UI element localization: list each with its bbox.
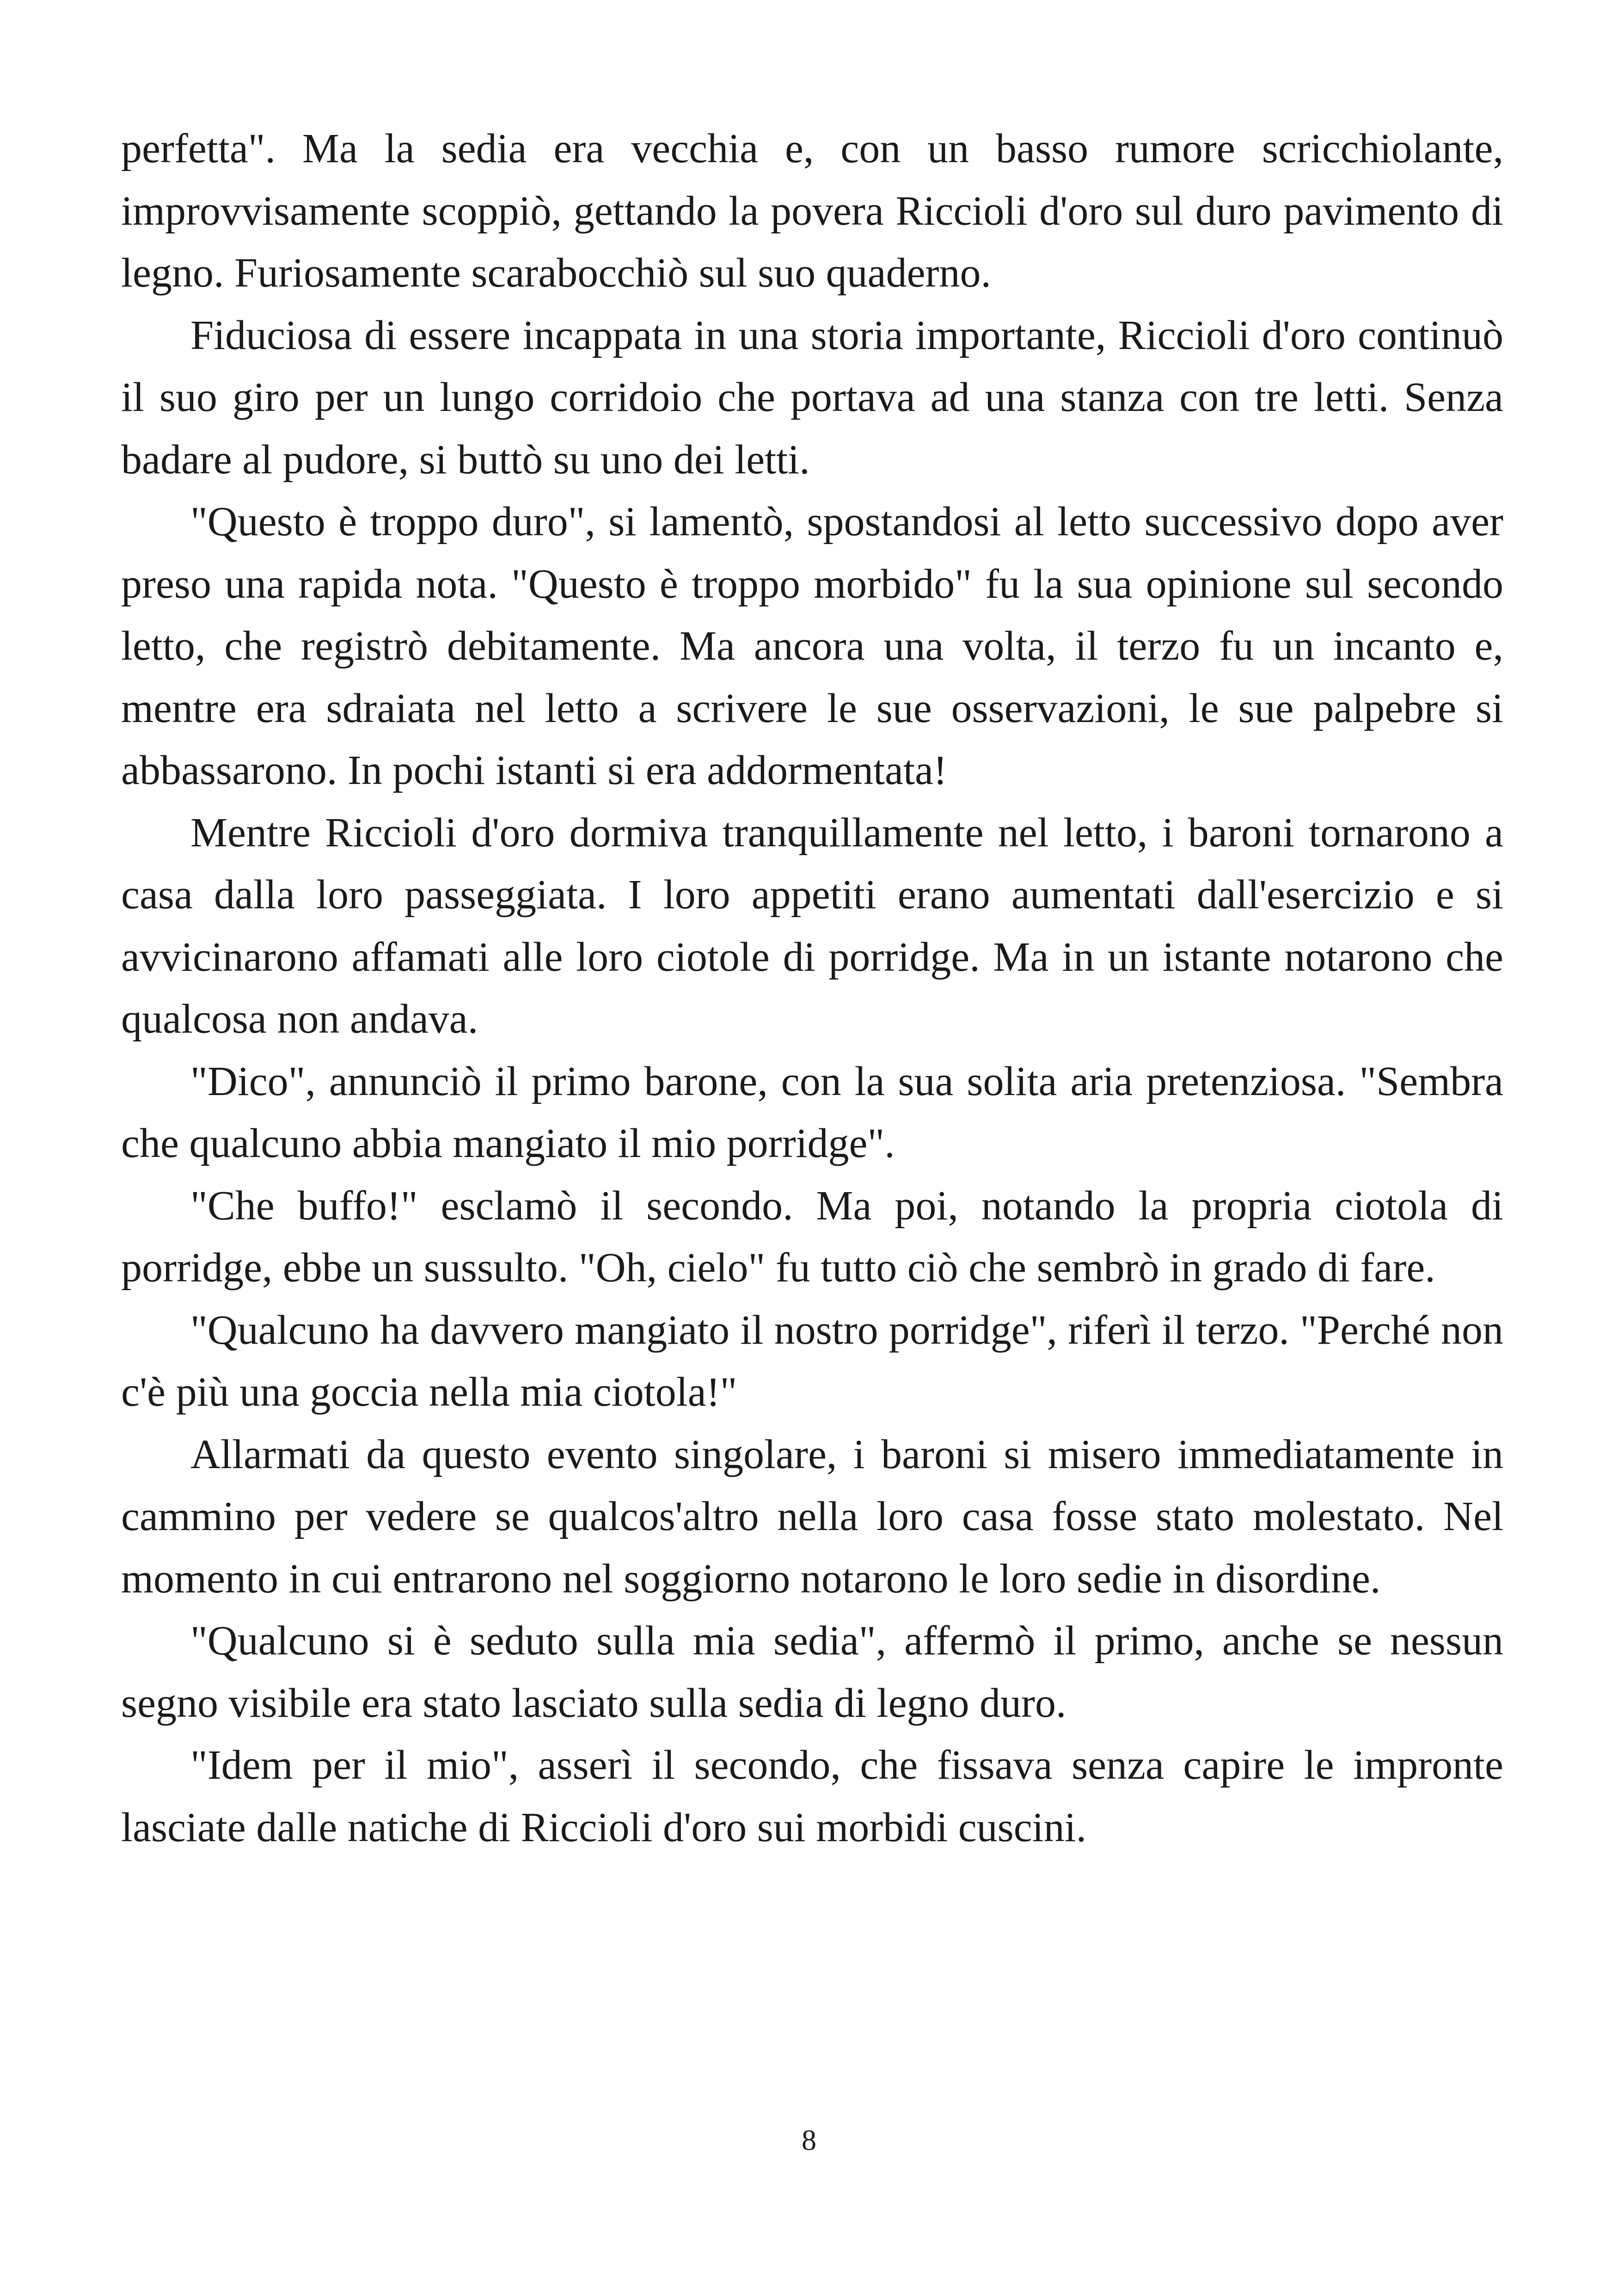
paragraph: Mentre Riccioli d'oro dormiva tranquillamente nel letto, i baroni tornarono a casa dalla loro passeggiata. I loro appetiti erano aumentati dall'esercizio e si avvicinarono affamati alle loro ciotole di porridge. Ma in un istante notarono che qualcosa non andava. bbox=[121, 809, 1503, 1042]
paragraph: "Questo è troppo duro", si lamentò, spostandosi al letto successivo dopo aver preso una rapida nota. "Questo è troppo morbido" fu la sua opinione sul secondo letto, che registrò debitamente. Ma ancora una volta, il terzo fu un incanto e, mentre era sdraiata nel letto a scrivere le sue osservazioni, le sue palpebre si abbassarono. In pochi istanti si era addormentata! bbox=[121, 499, 1503, 793]
paragraph: "Che buffo!" esclamò il secondo. Ma poi, notando la propria ciotola di porridge, ebbe un sussulto. "Oh, cielo" fu tutto ciò che sembrò in grado di fare. bbox=[121, 1182, 1503, 1291]
page-body bbox=[121, 118, 1503, 1859]
paragraph: "Qualcuno ha davvero mangiato il nostro porridge", riferì il terzo. "Perché non c'è più una goccia nella mia ciotola!" bbox=[121, 1307, 1503, 1415]
page-number: 8 bbox=[802, 2124, 816, 2156]
paragraph: Allarmati da questo evento singolare, i baroni si misero immediatamente in cammino per vedere se qualcos'altro nella loro casa fosse stato molestato. Nel momento in cui entrarono nel soggiorno notarono le loro sedie in disordine. bbox=[121, 1431, 1503, 1602]
paragraph: "Dico", annunciò il primo barone, con la sua solita aria pretenziosa. "Sembra che qualcuno abbia mangiato il mio porridge". bbox=[121, 1058, 1503, 1166]
paragraph: perfetta". Ma la sedia era vecchia e, con un basso rumore scricchiolante, improvvisamente scoppiò, gettando la povera Riccioli d'oro sul duro pavimento di legno. Furiosamente scarabocchiò sul suo quaderno. bbox=[121, 126, 1503, 296]
paragraph: "Qualcuno si è seduto sulla mia sedia", affermò il primo, anche se nessun segno visibile era stato lasciato sulla sedia di legno duro. bbox=[121, 1618, 1503, 1726]
paragraph: Fiduciosa di essere incappata in una storia importante, Riccioli d'oro continuò il suo giro per un lungo corridoio che portava ad una stanza con tre letti. Senza badare al pudore, si buttò su uno dei letti. bbox=[121, 312, 1503, 483]
paragraph: "Idem per il mio", asserì il secondo, che fissava senza capire le impronte lasciate dalle natiche di Riccioli d'oro sui morbidi cuscini. bbox=[121, 1742, 1503, 1850]
